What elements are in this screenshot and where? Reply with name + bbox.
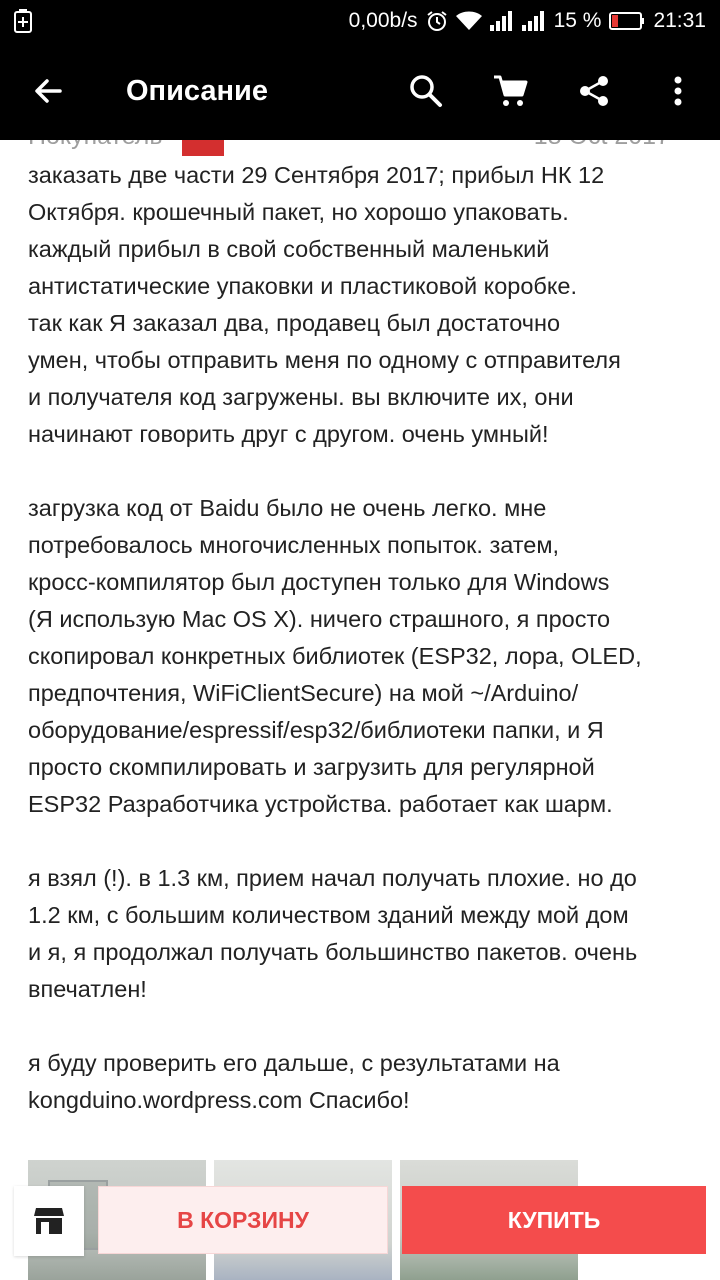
battery-icon xyxy=(609,11,645,31)
alarm-icon xyxy=(426,10,448,32)
battery-percent: 15 % xyxy=(553,9,602,32)
review-line: и я, я продолжал получать большинство пакетов. очень xyxy=(28,939,638,965)
wifi-icon xyxy=(456,11,482,31)
cart-button[interactable] xyxy=(468,42,552,140)
review-line: скопировал конкретных библиотек (ESP32, лора, OLED, xyxy=(28,643,642,669)
review-paragraph xyxy=(28,1045,698,1119)
review-line: антистатические упаковки и пластиковой коробке. xyxy=(28,273,578,299)
share-button[interactable] xyxy=(552,42,636,140)
review-line: я буду проверить его дальше, с результатами на xyxy=(28,1050,560,1076)
review-line: 1.2 км, с большим количеством зданий между мой дом xyxy=(28,902,629,928)
status-bar xyxy=(0,0,720,42)
review-text xyxy=(28,157,698,1156)
review-line: kongduino.wordpress.com Спасибо! xyxy=(28,1087,410,1113)
review-line: так как Я заказал два, продавец был достаточно xyxy=(28,310,561,336)
more-options-button[interactable] xyxy=(636,42,720,140)
review-line: ESP32 Разработчика устройства. работает как шарм. xyxy=(28,791,613,817)
review-line: оборудование/espressif/esp32/библиотеки папки, и Я xyxy=(28,717,604,743)
network-speed: 0,00b/s xyxy=(348,9,418,32)
review-line: кросс-компилятор был доступен только для Windows xyxy=(28,569,610,595)
review-line: и получателя код загружены. вы включите их, они xyxy=(28,384,574,410)
clock: 21:31 xyxy=(653,9,706,32)
store-button[interactable] xyxy=(14,1186,84,1256)
buy-now-button[interactable]: КУПИТЬ xyxy=(402,1186,706,1254)
cart-icon xyxy=(492,73,528,109)
signal-icon xyxy=(522,11,546,31)
arrow-back-icon xyxy=(32,75,64,107)
battery-saver-icon xyxy=(14,9,32,33)
review-line: потребовалось многочисленных попыток. затем, xyxy=(28,532,560,558)
share-icon xyxy=(578,75,610,107)
search-button[interactable] xyxy=(384,42,468,140)
add-to-cart-button[interactable]: В КОРЗИНУ xyxy=(98,1186,388,1254)
review-line: я взял (!). в 1.3 км, прием начал получать плохие. но до xyxy=(28,865,637,891)
search-icon xyxy=(409,74,443,108)
review-line: просто скомпилировать и загрузить для регулярной xyxy=(28,754,595,780)
bottom-action-bar xyxy=(0,1186,720,1256)
app-bar xyxy=(0,42,720,140)
review-line: заказать две части 29 Сентября 2017; прибыл НК 12 xyxy=(28,162,605,188)
signal-icon xyxy=(490,11,514,31)
review-paragraph xyxy=(28,157,698,453)
review-paragraph xyxy=(28,490,698,823)
review-line: Октября. крошечный пакет, но хорошо упаковать. xyxy=(28,199,569,225)
back-button[interactable] xyxy=(0,42,96,140)
store-icon xyxy=(33,1206,65,1236)
review-line: (Я использую Mac OS X). ничего страшного, я просто xyxy=(28,606,611,632)
review-paragraph xyxy=(28,860,698,1008)
review-line: начинают говорить друг с другом. очень умный! xyxy=(28,421,549,447)
review-line: умен, чтобы отправить меня по одному с отправителя xyxy=(28,347,621,373)
review-line: загрузка код от Baidu было не очень легко. мне xyxy=(28,495,547,521)
review-line: предпочтения, WiFiClientSecure) на мой ~/Arduino/ xyxy=(28,680,579,706)
review-line: впечатлен! xyxy=(28,976,147,1002)
review-line: каждый прибыл в свой собственный маленький xyxy=(28,236,550,262)
page-title: Описание xyxy=(126,74,268,107)
more-icon xyxy=(673,75,683,107)
